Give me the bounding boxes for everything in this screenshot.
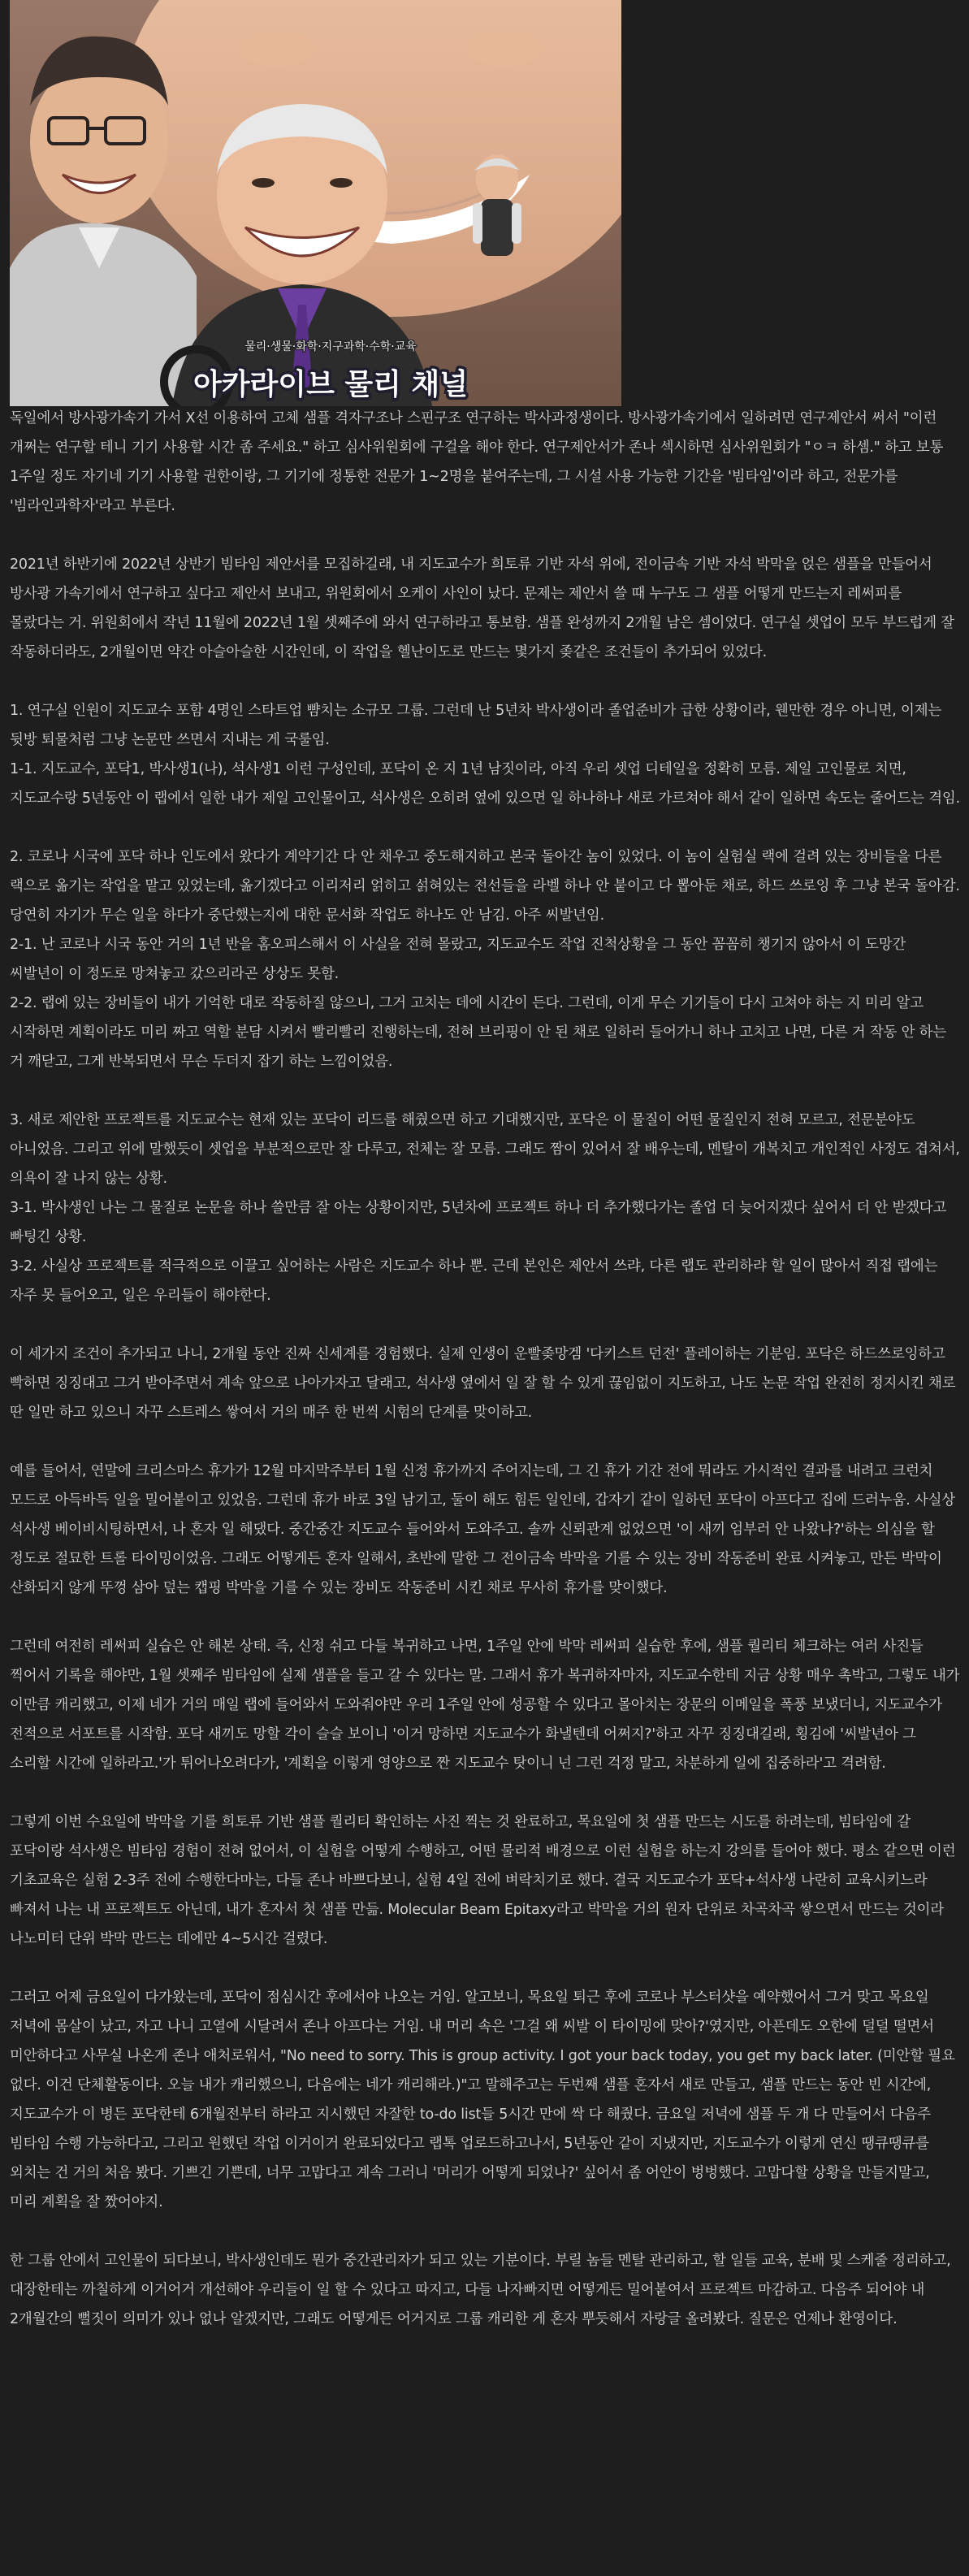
paragraph — [10, 842, 960, 1076]
paragraph — [10, 1632, 960, 1778]
paragraph-line: 3-2. 사실상 프로젝트를 적극적으로 이끌고 싶어하는 사람은 지도교수 하나 뿐. 근데 본인은 제안서 쓰랴, 다른 랩도 관리하랴 할 일이 많아서 직접 랩에는 자주 못 들어오고, 일은 우리들이 해야한다. — [10, 1258, 938, 1304]
paragraph-line: 1. 연구실 인원이 지도교수 포함 4명인 스타트업 뺨치는 소규모 그룹. 그런데 난 5년차 박사생이라 졸업준비가 급한 상황이라, 웬만한 경우 아니면, 이제는 뒷방 퇴물처럼 그냥 논문만 쓰면서 지내는 게 국룰임. — [10, 703, 942, 748]
paragraph-line: 한 그룹 안에서 고인물이 되다보니, 박사생인데도 뭔가 중간관리자가 되고 있는 기분이다. 부릴 놈들 멘탈 관리하고, 할 일들 교육, 분배 및 스케줄 정리하고, 대장한테는 까칠하게 이거어거 개선해야 우리들이 일 할 수 있다고 따지고, 다들 나자빠지면 어떻게든 밀어붙여서 프로젝트 마감하고. 다음주 되어야 내 2개월간의 뻘짓이 의미가 있나 없나 알겠지만, 그래도 어떻게든 어거지로 그룹 캐리한 게 혼자 뿌듯해서 자랑글 올려봤다. 질문은 언제나 환영이다. — [10, 2253, 951, 2327]
paragraph-line: 2021년 하반기에 2022년 상반기 빔타임 제안서를 모집하길래, 내 지도교수가 희토류 기반 자석 위에, 전이금속 기반 자석 박막을 얹은 샘플을 만들어서 방사광 가속기에서 연구하고 싶다고 제안서 보내고, 위원회에서 오케이 사인이 났다. 문제는 제안서 쓸 때 누구도 그 샘플 어떻게 만드는지 레써피를 몰랐다는 거. 위원회에서 작년 11월에 2022년 1월 셋째주에 와서 연구하라고 통보함. 샘플 완성까지 2개월 남은 셈이었다. 연구실 셋업이 모두 부드럽게 잘 작동하더라도, 2개월이면 약간 아슬아슬한 시간인데, 이 작업을 헬난이도로 만드는 몇가지 좆같은 조건들이 추가되어 있었다. — [10, 556, 954, 660]
paragraph-line: 2. 코로나 시국에 포닥 하나 인도에서 왔다가 계약기간 다 안 채우고 중도해지하고 본국 돌아간 놈이 있었다. 이 놈이 실험실 랙에 걸려 있는 장비들을 다른 랙으로 옮기는 작업을 맡고 있었는데, 옮기겠다고 이리저리 얽히고 섥혀있는 전선들을 라벨 하나 안 붙이고 다 뽑아둔 채로, 하드 쓰로잉 후 그냥 본국 돌아감. 당연히 자기가 무슨 일을 하다가 중단했는지에 대한 문서화 작업도 하나도 안 남김. 아주 씨발년임. — [10, 849, 960, 924]
paragraph — [10, 404, 960, 521]
article-body — [10, 404, 960, 2363]
paragraph — [10, 1808, 960, 1954]
paragraph-line: 3-1. 박사생인 나는 그 물질로 논문을 하나 쓸만큼 잘 아는 상황이지만, 5년차에 프로젝트 하나 더 추가했다가는 졸업 더 늦어지겠다 싶어서 더 안 받겠다고 빠팅긴 상황. — [10, 1200, 947, 1245]
paragraph-line: 그러고 어제 금요일이 다가왔는데, 포닥이 점심시간 후에서야 나오는 거임. 알고보니, 목요일 퇴근 후에 코로나 부스터샷을 예약했어서 그거 맞고 목요일 저녁에 몸살이 났고, 자고 나니 고열에 시달려서 존나 아프다는 거임. 내 머리 속은 '그걸 왜 씨발 이 타이밍에 맞아?'였지만, 아픈데도 오한에 덜덜 떨면서 미안하다고 사무실 나온게 존나 애처로워서, "No need to sorry. This is group activity. I got your back today, you get my back later. (미안할 필요 없다. 이건 단체활동이다. 오늘 내가 캐리했으니, 다음에는 네가 캐리해라.)"고 말해주고는 두번째 샘플 혼자서 새로 만들고, 샘플 만드는 동안 빈 시간에, 지도교수가 이 병든 포닥한테 6개월전부터 하라고 지시했던 자잘한 to-do list들 5시간 만에 싹 다 해줬다. 금요일 저녁에 샘플 두 개 다 만들어서 다음주 빔타임 수행 가능하다고, 그리고 원했던 작업 이거이거 완료되었다고 랩톡 업로드하고나서, 5년동안 같이 지냈지만, 지도교수가 이렇게 연신 땡큐땡큐를 외치는 건 거의 처음 봤다. 기쁘긴 기쁜데, 너무 고맙다고 계속 그러니 '머리가 어떻게 되었나?' 싶어서 좀 어안이 벙벙했다. 고맙다할 상황을 만들지말고, 미리 계획을 잘 짰어야지. — [10, 1989, 955, 2210]
paragraph-line: 2-2. 랩에 있는 장비들이 내가 기억한 대로 작동하질 않으니, 그거 고치는 데에 시간이 든다. 그런데, 이게 무슨 기기들이 다시 고쳐야 하는 지 미리 알고 시작하면 계획이라도 미리 짜고 역할 분담 시켜서 빨리빨리 진행하는데, 전혀 브리핑이 안 된 채로 일하러 들어가니 하나 고치고 나면, 다른 거 작동 안 하는 거 깨닫고, 그게 반복되면서 무슨 두더지 잡기 하는 느낌이었음. — [10, 995, 947, 1070]
paragraph — [10, 550, 960, 667]
paragraph — [10, 1983, 960, 2217]
paragraph-line: 2-1. 난 코로나 시국 동안 거의 1년 반을 홈오피스해서 이 사실을 전혀 몰랐고, 지도교수도 작업 진척상황을 그 동안 꼼꼼히 챙기지 않아서 이 도망간 씨발년이 이 정도로 망쳐놓고 갔으리라곤 상상도 못함. — [10, 937, 906, 982]
paragraph — [10, 1340, 960, 1427]
paragraph-line: 독일에서 방사광가속기 가서 X선 이용하여 고체 샘플 격자구조나 스핀구조 연구하는 박사과정생이다. 방사광가속기에서 일하려면 연구제안서 써서 "이런 개쩌는 연구할 테니 기기 사용할 시간 좀 주세요." 하고 심사위원회에 구걸을 해야 한다. 연구제안서가 존나 섹시하면 심사위원회가 "ㅇㅋ 하셈." 하고 보통 1주일 정도 자기네 기기 사용할 권한이랑, 그 기기에 정통한 전문가 1~2명을 붙여주는데, 그 시설 사용 가능한 기간을 '빔타임'이라 하고, 전문가를 '빔라인과학자'라고 부른다. — [10, 410, 944, 514]
paragraph-line: 이 세가지 조건이 추가되고 나니, 2개월 동안 진짜 신세계를 경험했다. 실제 인생이 운빨좆망겜 '다키스트 던전' 플레이하는 기분임. 포닥은 하드쓰로잉하고 빡하면 징징대고 그거 받아주면서 계속 앞으로 나아가자고 달래고, 석사생 옆에서 일 잘 할 수 있게 끊임없이 지도하고, 나도 논문 작업 완전히 정지시킨 채로 딴 일만 하고 있으니 자꾸 스트레스 쌓여서 거의 매주 한 번씩 시험의 단계를 맞이하고. — [10, 1346, 956, 1421]
banner-subtitle: 물리·생물·화학·지구과학·수학·교육 — [244, 340, 417, 353]
paragraph-line: 1-1. 지도교수, 포닥1, 박사생1(나), 석사생1 이런 구성인데, 포닥이 온 지 1년 남짓이라, 아직 우리 셋업 디테일을 정확히 모름. 제일 고인물로 치면, 지도교수랑 5년동안 이 랩에서 일한 내가 제일 고인물이고, 석사생은 오히려 옆에 있으면 일 하나하나 새로 가르쳐야 해서 같이 일하면 속도는 줄어드는 격임. — [10, 761, 960, 807]
banner-image — [10, 0, 621, 406]
banner-illustration — [10, 0, 621, 406]
paragraph-line: 그렇게 이번 수요일에 박막을 기를 희토류 기반 샘플 퀄리티 확인하는 사진 찍는 것 완료하고, 목요일에 첫 샘플 만드는 시도를 하려는데, 빔타임에 갈 포닥이랑 석사생은 빔타임 경험이 전혀 없어서, 이 실험을 어떻게 수행하고, 어떤 물리적 배경으로 이런 실험을 하는지 강의를 들어야 했다. 평소 같으면 이런 기초교육은 실험 2-3주 전에 수행한다마는, 다들 존나 바쁘다보니, 실험 4일 전에 벼락치기로 했다. 결국 지도교수가 포닥+석사생 나란히 교육시키느라 빠져서 나는 내 프로젝트도 아닌데, 내가 혼자서 첫 샘플 만듦. Molecular Beam Epitaxy라고 박막을 거의 원자 단위로 차곡차곡 쌓으면서 만드는 것이라 나노미터 단위 박막 만드는 데에만 4~5시간 걸렸다. — [10, 1814, 956, 1947]
paragraph-line: 3. 새로 제안한 프로젝트를 지도교수는 현재 있는 포닥이 리드를 해줬으면 하고 기대했지만, 포닥은 이 물질이 어떤 물질인지 전혀 모르고, 전문분야도 아니었음. 그리고 위에 말했듯이 셋업을 부분적으로만 잘 다루고, 전체는 잘 모름. 그래도 짬이 있어서 잘 배우는데, 멘탈이 개복치고 개인적인 사정도 겹쳐서, 의욕이 잘 나지 않는 상황. — [10, 1112, 960, 1187]
banner-title: 아카라이브 물리 채널 — [193, 368, 469, 401]
paragraph — [10, 696, 960, 813]
paragraph — [10, 2246, 960, 2334]
paragraph-line: 그런데 여전히 레써피 실습은 안 해본 상태. 즉, 신정 쉬고 다들 복귀하고 나면, 1주일 안에 박막 레써피 실습한 후에, 샘플 퀄리티 체크하는 여러 사진들 찍어서 기록을 해야만, 1월 셋째주 빔타임에 실제 샘플을 들고 갈 수 있다는 말. 그래서 휴가 복귀하자마자, 지도교수한테 지금 상황 매우 촉박고, 그렇도 내가 이만큼 캐리했고, 이제 네가 거의 매일 랩에 들어와서 도와줘야만 우리 1주일 안에 성공할 수 있다고 몰아치는 장문의 이메일을 폭풍 보냈더니, 지도교수가 전적으로 서포트를 시작함. 포닥 새끼도 망할 각이 슬슬 보이니 '이거 망하면 지도교수가 화낼텐데 어쩌지?'하고 자꾸 징징대길래, 횡김에 '씨발년아 그 소리할 시간에 일하라고.'가 튀어나오려다가, '계획을 이렇게 영양으로 짠 지도교수 탓이니 넌 그런 걱정 말고, 차분하게 일에 집중하라'고 격려함. — [10, 1639, 960, 1772]
paragraph-line: 예를 들어서, 연말에 크리스마스 휴가가 12월 마지막주부터 1월 신정 휴가까지 주어지는데, 그 긴 휴가 기간 전에 뭐라도 가시적인 결과를 내려고 크런치 모드로 아득바득 일을 밀어붙이고 있었음. 그런데 휴가 바로 3일 남기고, 둘이 해도 힘든 일인데, 갑자기 같이 일하던 포닥이 아프다고 집에 드러누움. 사실상 석사생 베이비시팅하면서, 나 혼자 일 해댔다. 중간중간 지도교수 들어와서 도와주고. 솔까 신뢰관계 없었으면 '이 새끼 엄부러 안 나왔나?'하는 의심을 할 정도로 절묘한 트롤 타이밍이었음. 그래도 어떻게든 혼자 일해서, 초반에 말한 그 전이금속 박막을 기를 수 있는 장비 작동준비 완료 시켜놓고, 만든 박막이 산화되지 않게 뚜껑 삼아 덮는 캡핑 박막을 기를 수 있는 장비도 작동준비 시킨 채로 무사히 휴가를 맞이했다. — [10, 1463, 956, 1596]
paragraph — [10, 1106, 960, 1310]
paragraph — [10, 1457, 960, 1603]
